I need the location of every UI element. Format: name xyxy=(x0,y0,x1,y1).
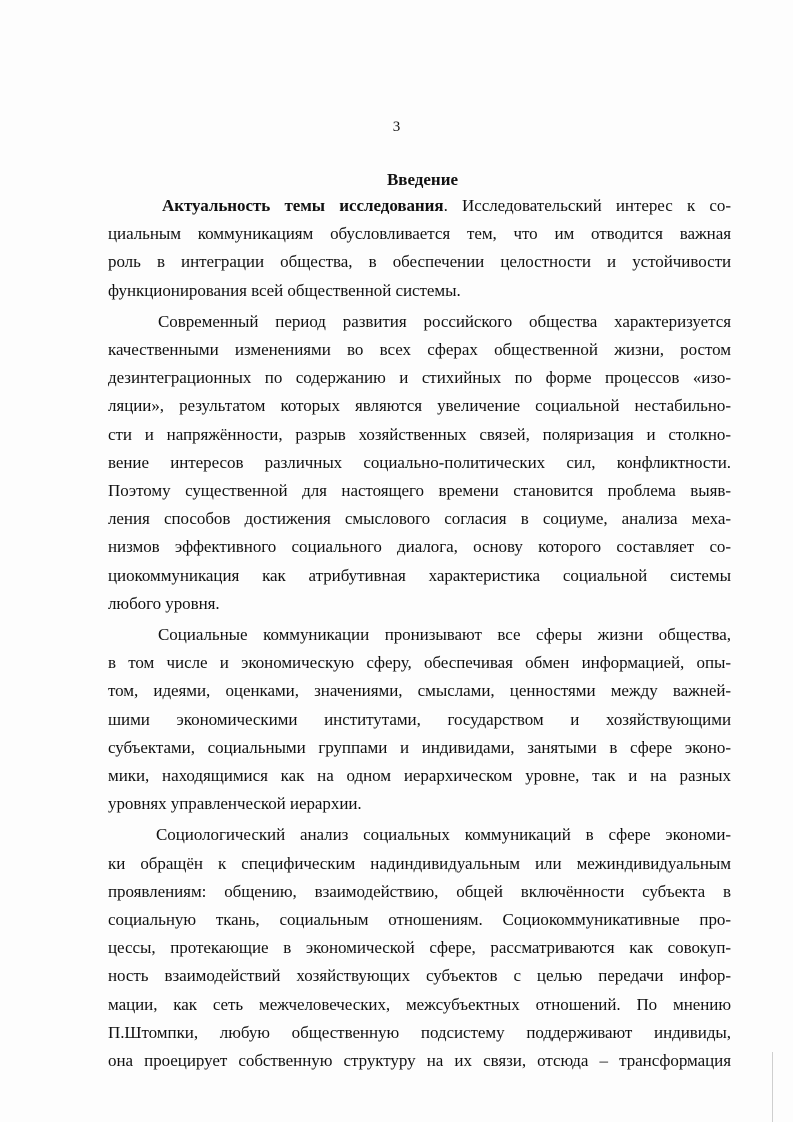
text-line: цессы, протекающие в экономической сфере, рассматриваются как совокуп- xyxy=(108,938,731,958)
text-line: циальным коммуникациям обусловливается тем, что им отводится важная xyxy=(108,224,731,244)
text-line: Социальные коммуникации пронизывают все сферы жизни общества, xyxy=(158,625,731,645)
text-line: уровнях управленческой иерархии. xyxy=(108,794,362,814)
text-line: том, идеями, оценками, значениями, смыслами, ценностями между важней- xyxy=(108,681,731,701)
text-line: шими экономическими институтами, государством и хозяйствующими xyxy=(108,709,731,729)
text-line: проявлениям: общению, взаимодействию, общей включённости субъекта в xyxy=(108,881,731,901)
text-line: ления способов достижения смыслового согласия в социуме, анализа меха- xyxy=(108,509,731,529)
text-line: дезинтеграционных по содержанию и стихийных по форме процессов «изо- xyxy=(108,368,731,388)
text-line: низмов эффективного социального диалога, основу которого составляет со- xyxy=(108,537,731,557)
text-line: Современный период развития российского общества характеризуется xyxy=(158,311,731,331)
text-line: ки обращён к специфическим надиндивидуальным или межиндивидуальным xyxy=(108,853,731,873)
text-line: в том числе и экономическую сферу, обеспечивая обмен информацией, опы- xyxy=(108,653,731,673)
text-line: любого уровня. xyxy=(108,593,220,613)
text-line: циокоммуникация как атрибутивная характеристика социальной системы xyxy=(108,565,731,585)
page-number: 3 xyxy=(392,119,401,135)
text-line: она проецирует собственную структуру на их связи, отсюда – трансформация xyxy=(108,1051,731,1071)
text-line: субъектами, социальными группами и индивидами, занятыми в сфере эконо- xyxy=(108,737,731,757)
paragraph-modern-period xyxy=(108,308,731,618)
text-line: ляции», результатом которых являются увеличение социальной нестабильно- xyxy=(108,396,731,416)
text-line xyxy=(108,192,731,220)
scan-artifact xyxy=(772,1052,773,1122)
text-line: сти и напряжённости, разрыв хозяйственных связей, поляризация и столкно- xyxy=(108,424,731,444)
text-line: ность взаимодействий хозяйствующих субъектов с целью передачи инфор- xyxy=(108,966,731,986)
paragraph-social-communications xyxy=(108,621,731,818)
text-line: вение интересов различных социально-политических сил, конфликтности. xyxy=(108,452,731,472)
text-line: функционирования всей общественной системы. xyxy=(108,280,461,300)
paragraph-sociological-analysis xyxy=(108,821,731,1075)
text-line: Социологический анализ социальных коммуникаций в сфере экономи- xyxy=(156,825,731,845)
text-line: качественными изменениями во всех сферах общественной жизни, ростом xyxy=(108,340,731,360)
section-heading: Введение xyxy=(386,170,459,189)
bold-lead-phrase: Актуальность темы исследования xyxy=(162,196,444,215)
text-line: Поэтому существенной для настоящего времени становится проблема выяв- xyxy=(108,481,731,501)
text-line: мации, как сеть межчеловеческих, межсубъектных отношений. По мнению xyxy=(108,994,731,1014)
body-text xyxy=(108,192,731,1075)
text-line: мики, находящимися как на одном иерархическом уровне, так и на разных xyxy=(108,766,731,786)
text-line: П.Штомпки, любую общественную подсистему поддерживают индивиды, xyxy=(108,1022,731,1042)
line-text: . Исследовательский интерес к со- xyxy=(443,196,731,215)
paragraph-relevance xyxy=(108,192,731,305)
text-line: социальную ткань, социальным отношениям. Социокоммуникативные про- xyxy=(108,910,731,930)
text-line: роль в интеграции общества, в обеспечении целостности и устойчивости xyxy=(108,252,731,272)
